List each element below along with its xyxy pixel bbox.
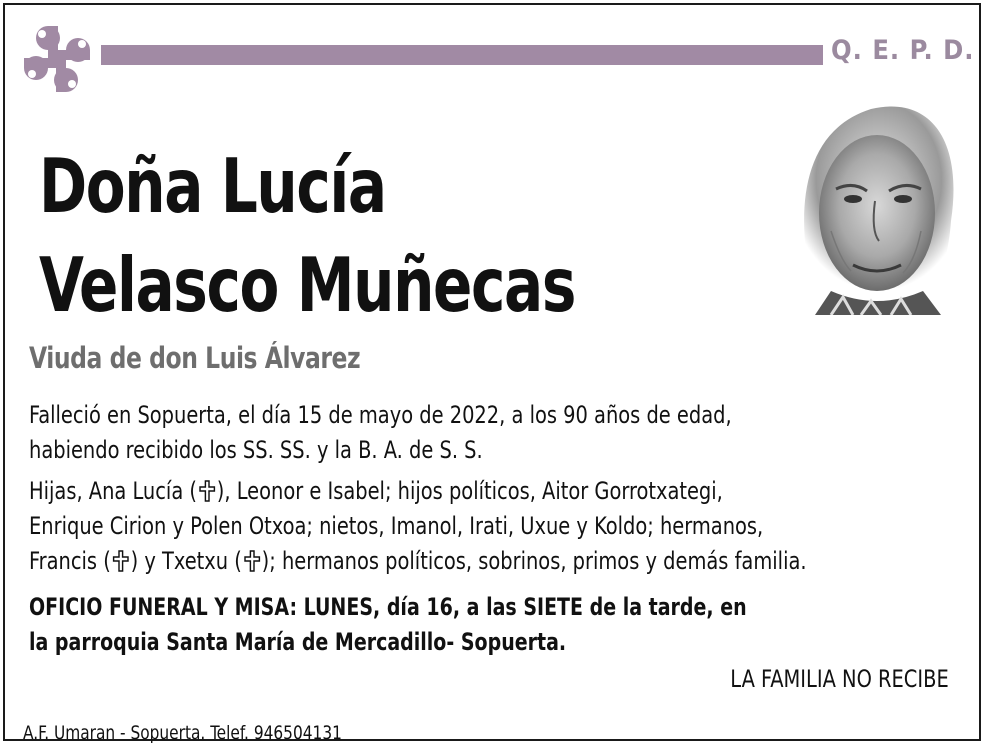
- lauburu-icon: [14, 16, 100, 102]
- funeral-line-2: la parroquia Santa María de Mercadillo- Sopuerta.: [29, 628, 567, 656]
- name-line-2: Velasco Muñecas: [39, 241, 575, 329]
- family-paragraph: [29, 474, 807, 579]
- qepd-heading: Q. E. P. D.: [831, 35, 975, 66]
- family-text-3a: Francis (: [29, 547, 111, 575]
- cross-icon: [243, 549, 261, 573]
- family-text-1a: Hijas, Ana Lucía (: [29, 477, 197, 505]
- funeral-home-contact: A.F. Umaran - Sopuerta. Telef. 946504131: [23, 722, 342, 744]
- family-note: LA FAMILIA NO RECIBE: [730, 665, 949, 693]
- funeral-line-1: OFICIO FUNERAL Y MISA: LUNES, día 16, a las SIETE de la tarde, en: [29, 593, 747, 621]
- death-line-2: habiendo recibido los SS. SS. y la B. A. de S. S.: [29, 436, 483, 464]
- deceased-photo: [791, 101, 963, 315]
- deceased-name: [39, 137, 575, 335]
- cross-icon: [112, 549, 130, 573]
- funeral-notice: [29, 590, 747, 660]
- family-line-3: [29, 544, 807, 579]
- death-paragraph: [29, 398, 732, 468]
- death-line-1: Falleció en Sopuerta, el día 15 de mayo de 2022, a los 90 años de edad,: [29, 401, 732, 429]
- family-text-3b: ) y Txetxu (: [130, 547, 242, 575]
- widow-of: Viuda de don Luis Álvarez: [29, 341, 361, 375]
- header-bar: [101, 45, 823, 65]
- family-line-1: [29, 474, 807, 509]
- family-text-3c: ); hermanos políticos, sobrinos, primos y demás familia.: [261, 547, 807, 575]
- obituary-frame: [3, 3, 981, 744]
- cross-icon: [198, 479, 216, 503]
- family-text-1b: ), Leonor e Isabel; hijos políticos, Aitor Gorrotxategi,: [216, 477, 723, 505]
- family-line-2: Enrique Cirion y Polen Otxoa; nietos, Imanol, Irati, Uxue y Koldo; hermanos,: [29, 512, 764, 540]
- name-line-1: Doña Lucía: [39, 142, 386, 230]
